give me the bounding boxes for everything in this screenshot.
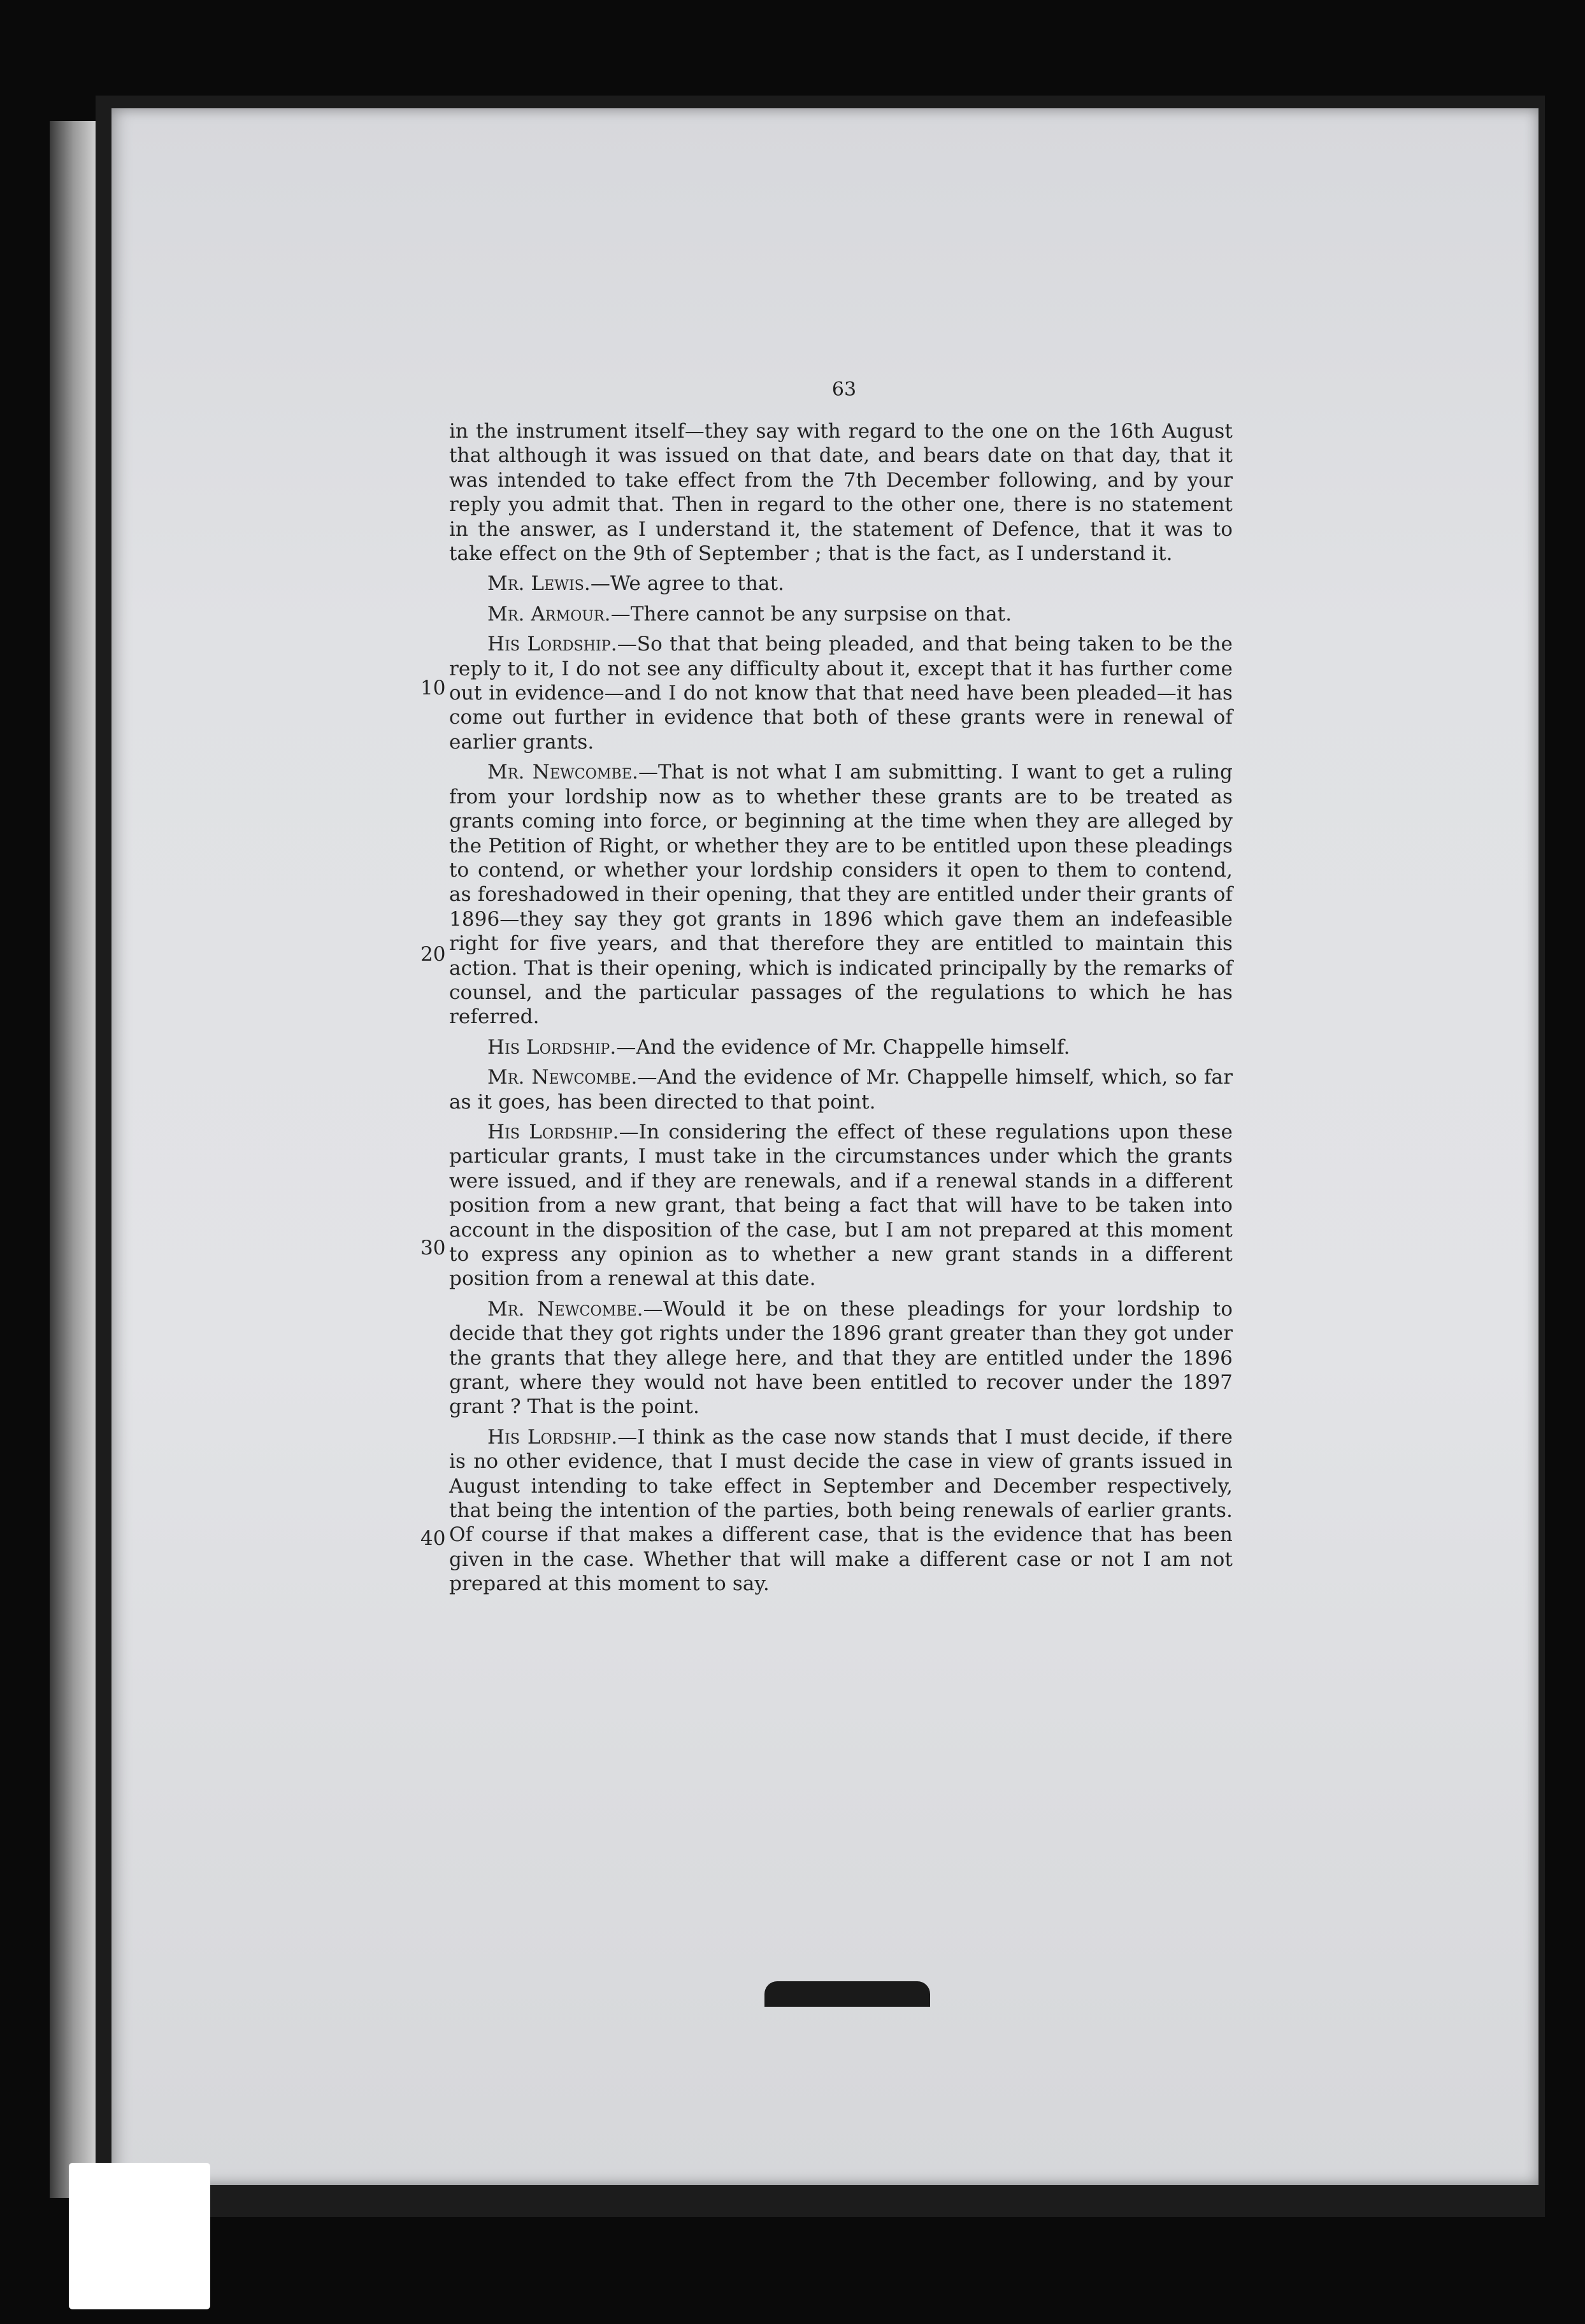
speaker: His Lordship. [487,633,617,656]
paragraph-text: —We agree to that. [590,572,785,596]
paragraph-text: —So that that being pleaded, and that being taken to be the reply to it, I do not see any difficulty about it, except that it has further come out in evidence—and I do not know that that need have been pleaded—it has come out further in evidence that both of these grants were in renewal of earlier grants. [449,633,1233,754]
line-number-30: 30 [420,1237,446,1259]
paragraph-text: —I think as the case now stands that I must decide, if there is no other evidence, that I must decide the case in view of grants issued in August intending to take effect in September and December respectively, that being the intention of the parties, both being renewals of earlier grants. Of course if that makes a different case, that is the evidence that has been given in the case. Whether that will make a different case or not I am not prepared at this moment to say. [449,1425,1233,1596]
paragraph-5 [449,760,1233,1029]
paragraph-4 [449,632,1233,754]
paragraph-text: —Would it be on these pleadings for your lordship to decide that they got rights under the 1896 grant greater than they got under the grants that they allege here, and that they are entitled under the 1896 grant, where they would not have been entitled to recover under the 1897 grant ? That is the point. [449,1297,1233,1419]
speaker: Mr. Newcombe. [487,1066,638,1089]
speaker: Mr. Newcombe. [487,761,638,784]
speaker: Mr. Newcombe. [487,1297,643,1321]
line-number-10: 10 [420,677,446,699]
paragraph-6 [449,1035,1233,1059]
speaker: Mr. Armour. [487,602,611,626]
line-number-40: 40 [420,1527,446,1550]
paragraph-text: —And the evidence of Mr. Chappelle himself, which, so far as it goes, has been directed to that point. [449,1066,1233,1114]
paragraph-2 [449,571,1233,596]
paragraph-text: in the instrument itself—they say with regard to the one on the 16th August that although it was issued on that date, and bears date on that day, that it was intended to take effect from the 7th December following, and by your reply you admit that. Then in regard to the other one, there is no statement in the answer, as I understand it, the statement of Defence, that it was to take effect on the 9th of September ; that is the fact, as I understand it. [449,420,1233,566]
speaker: His Lordship. [487,1035,617,1059]
line-number-20: 20 [420,943,446,966]
paragraph-text: —In considering the effect of these regulations upon these particular grants, I must take in the circumstances under which the grants were issued, and if they are renewals, and if a renewal stands in a different position from a new grant, that being a fact that will have to be taken into account in the disposition of the case, but I am not prepared at this moment to express any opinion as to whether a new grant stands in a different position from a renewal at this date. [449,1120,1233,1291]
paragraph-7 [449,1065,1233,1114]
archive-label [69,2163,210,2309]
paragraph-1 [449,419,1233,566]
paragraph-text: —That is not what I am submitting. I want to get a ruling from your lordship now as to whether these grants are to be treated as grants coming into force, or beginning at the time when they are alleged by the Petition of Right, or whether they are to be entitled upon these pleadings to contend, or whether your lordship considers it open to them to contend, as foreshadowed in their opening, that they are entitled under their grants of 1896—they say they got grants in 1896 which gave them an indefeasible right for five years, and that therefore they are entitled to maintain this action. That is their opening, which is indicated principally by the remarks of counsel, and the particular passages of the regulations to which he has referred. [449,761,1233,1029]
paragraph-10 [449,1425,1233,1596]
paragraph-3 [449,602,1233,626]
paragraph-text: —And the evidence of Mr. Chappelle himself. [616,1035,1070,1059]
transcript-body [449,419,1233,1602]
speaker: Mr. Lewis. [487,572,591,596]
page-number: 63 [831,378,857,401]
paragraph-text: —There cannot be any surpsise on that. [610,602,1012,626]
page-torn-notch [764,1981,930,2007]
paragraph-8 [449,1120,1233,1291]
paragraph-9 [449,1297,1233,1419]
speaker: His Lordship. [487,1120,619,1144]
speaker: His Lordship. [487,1425,618,1449]
